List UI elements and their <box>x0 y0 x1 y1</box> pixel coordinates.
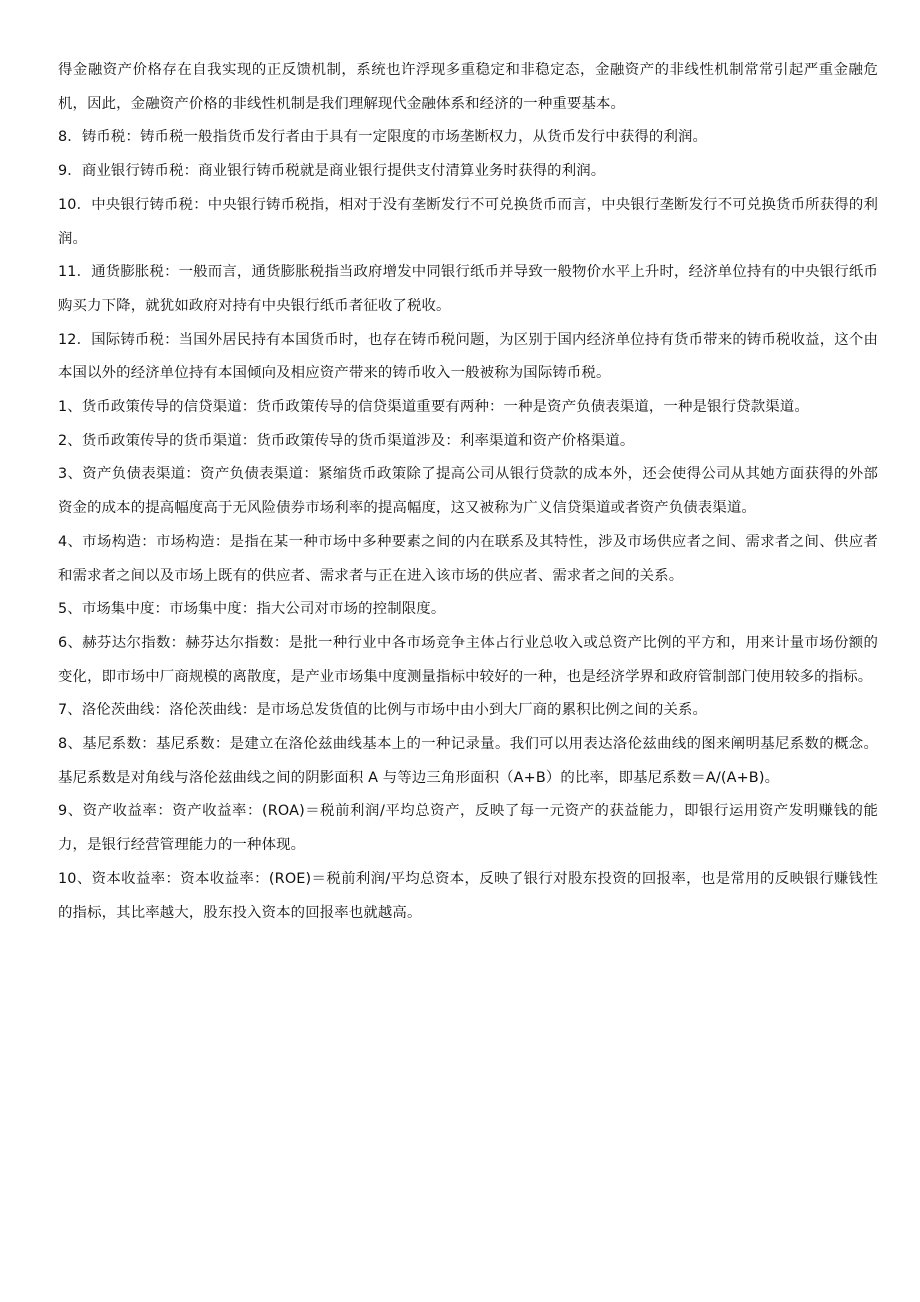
paragraph-international-seigniorage: 12．国际铸币税：当国外居民持有本国货币时，也存在铸币税问题，为区别于国内经济单位持有货币带来的铸币税收益，这个由本国以外的经济单位持有本国倾向及相应资产带来的铸币收入一般被称为国际铸币税。 <box>58 331 878 382</box>
paragraph-credit-channel: 1、货币政策传导的信贷渠道：货币政策传导的信贷渠道重要有两种：一种是资产负债表渠道，一种是银行贷款渠道。 <box>58 399 809 416</box>
paragraph-money-channel: 2、货币政策传导的货币渠道：货币政策传导的货币渠道涉及：利率渠道和资产价格渠道。 <box>58 432 635 449</box>
paragraph-inflation-tax: 11．通货膨胀税：一般而言，通货膨胀税指当政府增发中同银行纸币并导致一般物价水平上升时，经济单位持有的中央银行纸币购买力下降，就犹如政府对持有中央银行纸币者征收了税收。 <box>58 264 878 314</box>
document-body <box>58 54 878 930</box>
paragraph-market-structure: 4、市场构造：市场构造：是指在某一种市场中多种要素之间的内在联系及其特性，涉及市场供应者之间、需求者之间、供应者和需求者之间以及市场上既有的供应者、需求者与正在进入该市场的供应者、需求者之间的关系。 <box>58 533 878 584</box>
paragraph-balance-sheet-channel: 3、资产负债表渠道：资产负债表渠道：紧缩货币政策除了提高公司从银行贷款的成本外，还会使得公司从其她方面获得的外部资金的成本的提高幅度高于无风险债券市场利率的提高幅度，这又被称为广义信贷渠道或者资产负债表渠道。 <box>58 466 878 517</box>
paragraph-gini-coefficient: 8、基尼系数：基尼系数：是建立在洛伦兹曲线基本上的一种记录量。我们可以用表达洛伦兹曲线的图来阐明基尼系数的概念。基尼系数是对角线与洛伦兹曲线之间的阴影面积 A 与等边三角形面积（A+B）的比率，即基尼系数＝A/(A+B)。 <box>58 736 878 786</box>
paragraph-central-bank-seigniorage: 10．中央银行铸币税：中央银行铸币税指，相对于没有垄断发行不可兑换货币而言，中央银行垄断发行不可兑换货币所获得的利润。 <box>58 196 878 247</box>
paragraph-roe: 10、资本收益率：资本收益率：(ROE)＝税前利润/平均总资本，反映了银行对股东投资的回报率，也是常用的反映银行赚钱性的指标，其比率越大，股东投入资本的回报率也就越高。 <box>58 870 878 921</box>
paragraph-continuation: 得金融资产价格存在自我实现的正反馈机制，系统也许浮现多重稳定和非稳定态，金融资产的非线性机制常常引起严重金融危机，因此，金融资产价格的非线性机制是我们理解现代金融体系和经济的一种重要基本。 <box>58 62 878 112</box>
paragraph-seigniorage: 8．铸币税：铸币税一般指货币发行者由于具有一定限度的市场垄断权力，从货币发行中获得的利润。 <box>58 129 708 146</box>
paragraph-lorenz-curve: 7、洛伦茨曲线：洛伦茨曲线：是市场总发货值的比例与市场中由小到大厂商的累积比例之间的关系。 <box>58 702 708 719</box>
paragraph-commercial-bank-seigniorage: 9．商业银行铸币税：商业银行铸币税就是商业银行提供支付清算业务时获得的利润。 <box>58 163 606 180</box>
paragraph-herfindahl-index: 6、赫芬达尔指数：赫芬达尔指数：是批一种行业中各市场竞争主体占行业总收入或总资产比例的平方和，用来计量市场份额的变化，即市场中厂商规模的离散度，是产业市场集中度测量指标中较好的一种，也是经济学界和政府管制部门使用较多的指标。 <box>58 634 878 685</box>
paragraph-market-concentration: 5、市场集中度：市场集中度：指大公司对市场的控制限度。 <box>58 601 446 618</box>
paragraph-roa: 9、资产收益率：资产收益率：(ROA)＝税前利润/平均总资产，反映了每一元资产的获益能力，即银行运用资产发明赚钱的能力，是银行经营管理能力的一种体现。 <box>58 803 878 854</box>
